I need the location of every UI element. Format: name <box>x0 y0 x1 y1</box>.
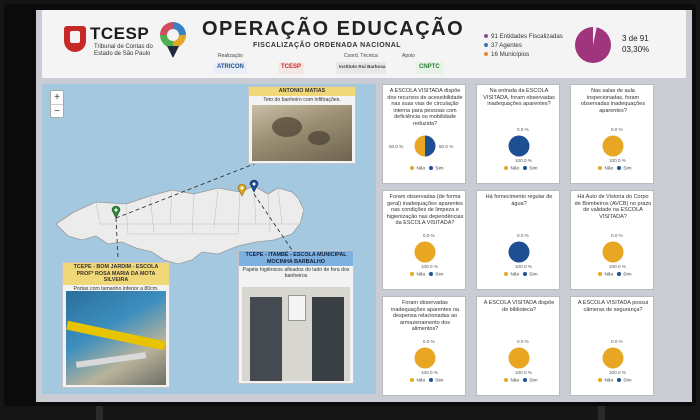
pie-label-sim: 100.0 % <box>515 158 532 163</box>
pie-label-nao: 0.0 % <box>517 233 529 238</box>
zoom-out-button[interactable]: − <box>51 104 63 117</box>
pie-slice-nao[interactable] <box>603 242 624 263</box>
partner-logo-cnptc: CNPTC <box>416 62 443 74</box>
progress-count: 3 de 91 <box>622 34 649 43</box>
legend-label-sim: Sim <box>529 272 538 278</box>
org-subtitle: Tribunal de Contas do Estado de São Paulo <box>94 44 153 57</box>
legend-dot-icon <box>484 52 488 56</box>
dashboard-header <box>42 10 686 78</box>
pie-slice-sim[interactable] <box>425 136 436 157</box>
popup-title: TCEPE - ITAMBÉ - ESCOLA MUNICIPAL MOCINHA BARBALHO <box>239 251 353 266</box>
legend-dot-icon <box>617 378 621 382</box>
pie-label-nao: 100.0 % <box>515 370 532 375</box>
pie-legend <box>477 378 561 383</box>
legend-label-nao: Não <box>416 272 426 278</box>
popup-title: TCEPE - BOM JARDIM - ESCOLA PROFº ROSA MARIA DA MOTA SILVEIRA <box>63 263 169 285</box>
pie-label-sim: 0.0 % <box>611 339 623 344</box>
question-pie-chart <box>414 135 436 157</box>
pie-label-nao: 0.0 % <box>517 127 529 132</box>
tcesp-logo <box>64 24 174 68</box>
pie-legend <box>383 272 467 277</box>
legend-label-sim: Sim <box>623 166 632 172</box>
question-pie-chart <box>602 347 624 369</box>
dashboard-screen <box>36 10 692 402</box>
summary-legend <box>484 32 563 59</box>
question-card[interactable] <box>382 84 466 184</box>
progress-pie-chart <box>574 26 612 64</box>
legend-dot-icon <box>429 166 433 170</box>
question-text: A ESCOLA VISITADA dispõe dos recursos de acessibilidade nas suas vias de circulação interna para pessoas com deficiência ou mobilidade reduzida? <box>387 88 463 127</box>
pie-slice-sim[interactable] <box>509 136 530 157</box>
question-card[interactable] <box>570 190 654 290</box>
question-pie-chart <box>508 347 530 369</box>
partner-logo-irb: Instituto Rui Barbosa <box>336 62 386 74</box>
legend-dot-icon <box>484 34 488 38</box>
question-text: Há Auto de Vistoria do Corpo de Bombeiros (AVCB) no prazo de validade na ESCOLA VISITADA? <box>574 194 652 220</box>
pie-label-nao: 100.0 % <box>609 264 626 269</box>
legend-label-nao: Não <box>510 378 520 384</box>
legend-dot-icon <box>617 272 621 276</box>
question-pie-chart <box>508 135 530 157</box>
pie-label-nao: 100.0 % <box>421 370 438 375</box>
popup-title: ANTONIO MATIAS <box>249 87 355 96</box>
legend-item-municipios: 16 Municípios <box>484 50 563 59</box>
question-text: A ESCOLA VISITADA dispõe de biblioteca? <box>483 300 555 313</box>
legend-dot-icon <box>429 272 433 276</box>
popup-note: Portas com tamanho inferior a 80cm. <box>73 285 159 292</box>
role-coord: Coord. Técnica <box>344 53 378 59</box>
legend-label-sim: Sim <box>435 166 444 172</box>
pie-label-sim: 50.0 % <box>439 144 454 149</box>
question-text: Na entrada da ESCOLA VISITADA, foram observadas inadequações aparentes? <box>483 88 555 108</box>
photo-bathroom-doors <box>242 287 350 381</box>
pie-legend <box>477 272 561 277</box>
legend-label-nao: Não <box>416 166 426 172</box>
popup-note: Teto do banheiro com infiltrações. <box>263 96 341 103</box>
map-panel[interactable] <box>42 84 376 394</box>
pie-slice-nao[interactable] <box>509 348 530 369</box>
legend-dot-icon <box>484 43 488 47</box>
pie-label-nao: 100.0 % <box>609 158 626 163</box>
popup-card-right[interactable] <box>238 250 354 384</box>
popup-note: Papéis higiênicos afixados do lado de fora dos banheiros <box>242 267 350 280</box>
partner-logo-tcesp: TCESP <box>278 62 304 74</box>
question-text: Foram observadas inadequações aparentes na despensa relacionadas ao armazenamento dos alimentos? <box>391 300 459 333</box>
pie-slice-nao[interactable] <box>603 348 624 369</box>
question-pie-chart <box>414 241 436 263</box>
question-card[interactable] <box>476 84 560 184</box>
popup-card-left[interactable] <box>62 262 170 388</box>
legend-dot-icon <box>523 272 527 276</box>
page-subtitle: FISCALIZAÇÃO ORDENADA NACIONAL <box>252 42 402 49</box>
pie-label-sim: 0.0 % <box>611 127 623 132</box>
crest-icon <box>64 26 86 52</box>
legend-dot-icon <box>504 166 508 170</box>
legend-dot-icon <box>429 378 433 382</box>
pie-slice-sim[interactable] <box>509 242 530 263</box>
question-text: A ESCOLA VISITADA possui câmeras de segurança? <box>577 300 649 313</box>
legend-label-sim: Sim <box>529 378 538 384</box>
legend-dot-icon <box>598 378 602 382</box>
pie-slice-nao[interactable] <box>415 136 426 157</box>
question-pie-chart <box>602 241 624 263</box>
pie-label-nao: 100.0 % <box>609 370 626 375</box>
legend-label-nao: Não <box>510 166 520 172</box>
legend-label-nao: Não <box>604 272 614 278</box>
question-card[interactable] <box>382 190 466 290</box>
monitor-leg-left <box>96 406 103 420</box>
legend-label-sim: Sim <box>529 166 538 172</box>
legend-label-sim: Sim <box>623 272 632 278</box>
partner-logo-atricon: ATRICON <box>214 62 247 74</box>
question-card[interactable] <box>570 296 654 396</box>
pie-label-sim: 0.0 % <box>423 339 435 344</box>
legend-dot-icon <box>598 166 602 170</box>
legend-dot-icon <box>617 166 621 170</box>
org-name: TCESP <box>90 24 150 43</box>
pie-label-sim: 0.0 % <box>611 233 623 238</box>
monitor-leg-right <box>598 406 605 420</box>
pie-legend <box>383 166 467 171</box>
question-card[interactable] <box>476 190 560 290</box>
role-realizacao: Realização <box>218 53 243 59</box>
pie-legend <box>383 378 467 383</box>
question-card[interactable] <box>476 296 560 396</box>
legend-dot-icon <box>410 272 414 276</box>
legend-dot-icon <box>523 166 527 170</box>
legend-dot-icon <box>410 378 414 382</box>
question-pie-chart <box>414 347 436 369</box>
progress-percent: 03,30% <box>622 45 650 54</box>
legend-label-sim: Sim <box>623 378 632 384</box>
zoom-in-button[interactable]: + <box>54 92 60 103</box>
legend-label-sim: Sim <box>435 378 444 384</box>
question-text: Nas salas de aula inspecionadas, foram observadas inadequações aparentes? <box>580 88 646 114</box>
legend-dot-icon <box>598 272 602 276</box>
pie-slice-nao[interactable] <box>603 136 624 157</box>
pie-label-sim: 0.0 % <box>423 233 435 238</box>
legend-label-nao: Não <box>416 378 426 384</box>
legend-dot-icon <box>504 272 508 276</box>
question-text: Foram observadas (de forma geral) inadequações aparentes nas condições de limpeza e higienização nas dependências da ESCOLA VISITADA? <box>386 194 464 227</box>
pie-label-nao: 50.0 % <box>389 144 404 149</box>
pie-label-sim: 100.0 % <box>515 264 532 269</box>
pie-legend <box>571 272 655 277</box>
legend-label-nao: Não <box>604 378 614 384</box>
pie-legend <box>571 378 655 383</box>
question-text: Há fornecimento regular de água? <box>485 194 553 207</box>
pie-legend <box>571 166 655 171</box>
question-pie-chart <box>508 241 530 263</box>
legend-item-entidades: 91 Entidades Fiscalizadas <box>484 32 563 41</box>
legend-label-nao: Não <box>510 272 520 278</box>
pie-slice-nao[interactable] <box>415 348 436 369</box>
legend-label-sim: Sim <box>435 272 444 278</box>
question-pie-chart <box>602 135 624 157</box>
photo-door-measure <box>66 291 166 385</box>
zoom-control <box>50 90 64 118</box>
question-card[interactable] <box>570 84 654 184</box>
pie-legend <box>477 166 561 171</box>
pie-label-sim: 0.0 % <box>517 339 529 344</box>
legend-label-nao: Não <box>604 166 614 172</box>
role-apoio: Apoio <box>402 53 415 59</box>
photo-ceiling <box>252 105 352 161</box>
popup-card-top[interactable] <box>248 86 356 164</box>
question-card[interactable] <box>382 296 466 396</box>
legend-dot-icon <box>523 378 527 382</box>
page-title: OPERAÇÃO EDUCAÇÃO <box>202 18 465 40</box>
legend-dot-icon <box>504 378 508 382</box>
legend-dot-icon <box>410 166 414 170</box>
pie-slice-nao[interactable] <box>415 242 436 263</box>
pie-label-nao: 100.0 % <box>421 264 438 269</box>
legend-item-agentes: 37 Agentes <box>484 41 563 50</box>
location-pin-icon <box>160 22 188 62</box>
